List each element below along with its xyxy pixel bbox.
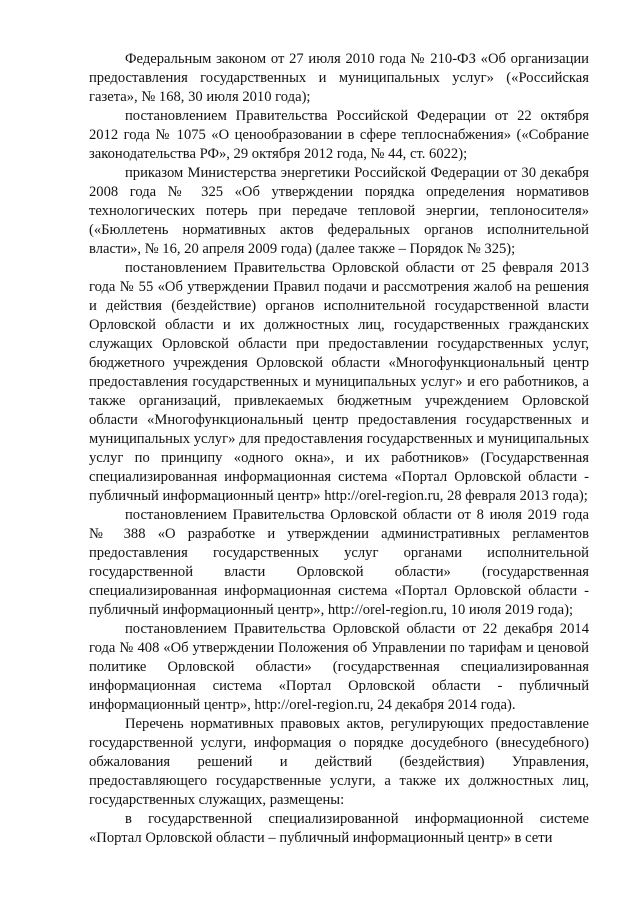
paragraph-portal-placement: в государственной специализированной информационной системе «Портал Орловской области – публичный информационный центр» в сети <box>89 811 589 846</box>
paragraph-government-decree-1075: постановлением Правительства Российской Федерации от 22 октября 2012 года № 1075 «О ценообразовании в сфере теплоснабжения» («Собрание законодательства РФ», 29 октября 2012 года, № 44, ст. 6022); <box>89 108 589 162</box>
paragraph-acts-list-placement: Перечень нормативных правовых актов, регулирующих предоставление государственной услуги, информация о порядке досудебного (внесудебного) обжалования решений и действий (бездействия) Управления, предоставляющего государственные услуги, а также их должностных лиц, государственных служащих, размещены: <box>89 716 589 808</box>
paragraph-orel-decree-388: постановлением Правительства Орловской области от 8 июля 2019 года № 388 «О разработке и утверждении административных регламентов предоставления государственных услуг органами исполнительной государственной власти Орловской области» (государственная специализированная информационная система «Портал Орловской области - публичный информационный центр», http://orel-region.ru, 10 июля 2019 года); <box>89 507 589 618</box>
paragraph-federal-law-210: Федеральным законом от 27 июля 2010 года № 210-ФЗ «Об организации предоставления государственных и муниципальных услуг» («Российская газета», № 168, 30 июля 2010 года); <box>89 51 589 105</box>
paragraph-orel-decree-55: постановлением Правительства Орловской области от 25 февраля 2013 года № 55 «Об утверждении Правил подачи и рассмотрения жалоб на решения и действия (бездействие) органов исполнительной государственной власти Орловской области и их должностных лиц, государственных гражданских служащих Орловской области при предоставлении государственных услуг, бюджетного учреждения Орловской области «Многофункциональный центр предоставления государственных и муниципальных услуг» и его работников, а также организаций, привлекаемых бюджетным учреждением Орловской области «Многофункциональный центр предоставления государственных и муниципальных услуг» для предоставления государственных и муниципальных услуг по принципу «одного окна», и их работников» (Государственная специализированная информационная система «Портал Орловской области - публичный информационный центр» http://orel-region.ru, 28 февраля 2013 года); <box>89 260 589 504</box>
paragraph-orel-decree-408: постановлением Правительства Орловской области от 22 декабря 2014 года № 408 «Об утверждении Положения об Управлении по тарифам и ценовой политике Орловской области» (государственная специализированная информационная система «Портал Орловской области - публичный информационный центр», http://orel-region.ru, 24 декабря 2014 года). <box>89 621 589 713</box>
paragraph-ministry-order-325: приказом Министерства энергетики Российской Федерации от 30 декабря 2008 года № 325 «Об утверждении порядка определения нормативов технологических потерь при передаче тепловой энергии, теплоносителя» («Бюллетень нормативных актов федеральных органов исполнительной власти», № 16, 20 апреля 2009 года) (далее также – Порядок № 325); <box>89 165 589 257</box>
document-page <box>89 50 589 848</box>
